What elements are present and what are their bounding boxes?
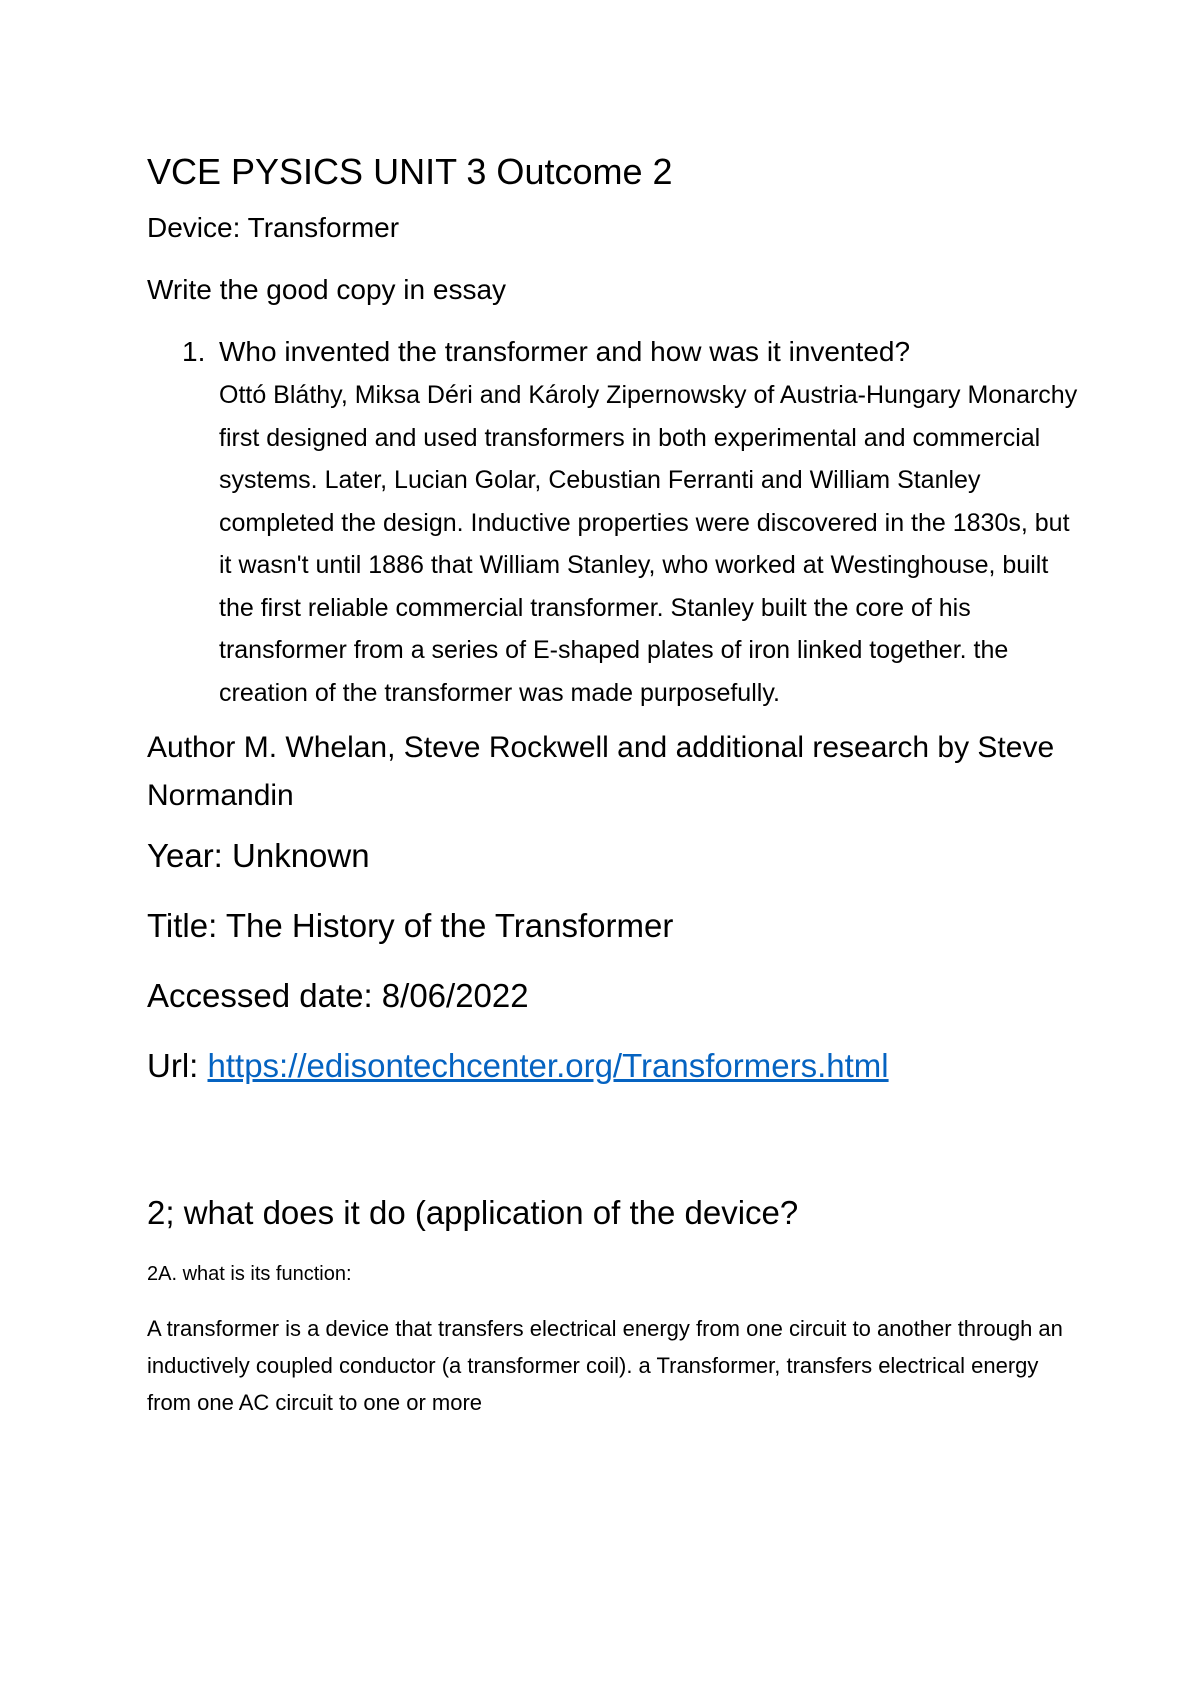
section-2a-body: A transformer is a device that transfers electrical energy from one circuit to another through an inductively coupled conductor (a transformer coil). a Transformer, transfers electrical energy from one AC circuit to one or more — [147, 1316, 1063, 1415]
document-content — [147, 150, 1087, 1421]
question-number: 1. — [182, 336, 206, 367]
document-title: VCE PYSICS UNIT 3 Outcome 2 — [147, 151, 673, 192]
reference-url-label: Url: — [147, 1047, 208, 1084]
reference-title: Title: The History of the Transformer — [147, 907, 674, 944]
device-line: Device: Transformer — [147, 212, 400, 243]
reference-url-line — [147, 1046, 1087, 1086]
section-2a-subheading: 2A. what is its function: — [147, 1263, 352, 1285]
question-list — [147, 334, 1087, 714]
instruction-line: Write the good copy in essay — [147, 274, 507, 305]
reference-accessed-date: Accessed date: 8/06/2022 — [147, 977, 529, 1014]
reference-author: Author M. Whelan, Steve Rockwell and additional research by Steve Normandin — [147, 731, 1055, 812]
reference-url-link[interactable]: https://edisontechcenter.org/Transformers.html — [207, 1047, 889, 1084]
section-2-heading: 2; what does it do (application of the device? — [147, 1194, 799, 1231]
question-item — [147, 334, 1087, 714]
question-text: Who invented the transformer and how was it invented? — [219, 336, 911, 367]
question-answer: Ottó Bláthy, Miksa Déri and Károly Zipernowsky of Austria-Hungary Monarchy first designed and used transformers in both experimental and commercial systems. Later, Lucian Golar, Cebustian Ferranti and William Stanley completed the design. Inductive properties were discovered in the 1830s, but it wasn't until 1886 that William Stanley, who worked at Westinghouse, built the first reliable commercial transformer. Stanley built the core of his transformer from a series of E-shaped plates of iron linked together. the creation of the transformer was made purposefully. — [219, 381, 1078, 707]
reference-year: Year: Unknown — [147, 837, 370, 874]
